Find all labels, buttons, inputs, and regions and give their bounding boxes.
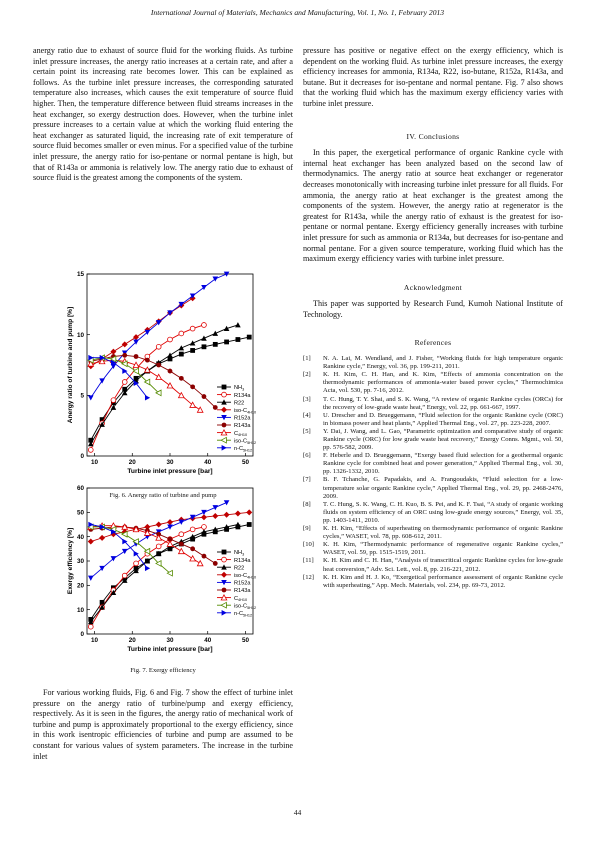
conclusions-paragraph: In this paper, the exergetical performance of organic Rankine cycle with internal heat exchanger has been analyzed based on the second law of thermodynamics. The anergy ratio at source heat exchanger or regenerator decreases monotonically with increasing turbine inlet pressure for all fluids. For ammonia, the anergy ratio at heat exchanger is the greatest among the components of the system. However, the anergy ratio at regenerator is the greatest for R143a, while the anergy ratio of exhaust is the greatest for iso-pentane or normal pentane. Exergy efficiency generally increases with turbine inlet pressure for such as ammonia or R134a, but decreases for iso-pentane and normal pentane. For a given source temperature, working fluid which has the maximum exergy efficiency varies with turbine inlet pressure. [303,148,563,264]
right-column [303,46,563,590]
legend-label: $NH_3$ [234,550,245,557]
data-point [222,385,227,390]
reference-number: [4] [303,411,311,419]
data-point [88,448,93,453]
reference-item [303,428,563,452]
left-column [33,46,293,184]
reference-item [303,525,563,541]
reference-number: [12] [303,573,314,581]
legend-label: $n-C_{5H12}$ [234,446,253,453]
y-tick-label: 0 [80,453,84,461]
legend-label: iso-$C_{4H10}$ [234,573,257,580]
left-bottom-text [33,688,293,762]
reference-item [303,476,563,500]
reference-number: [6] [303,452,311,460]
body-paragraph: pressure has positive or negative effect on the exergy efficiency, which is dependent on the working fluid. As turbine inlet pressure increases, the exergy efficiency increases for ammonia, R134a, R22, iso-butane, R152a, R143a, and butane. But it decreases for iso-pentane and normal pentane. Fig. 7 also shows that the working fluid which has the maximum exergy efficiency varies with turbine inlet pressure. [303,46,563,108]
data-point [202,525,207,530]
data-point [222,423,227,428]
reference-item [303,396,563,412]
reference-number: [10] [303,541,314,549]
reference-text: F. Heberle and D. Brueggemann, “Exergy based fluid selection for a geothermal organic Rankine cycle for combined heat and power generation,” Applied Thermal Eng., vol. 30, pp. 1326-1332, 2010. [323,452,563,476]
legend-entry [217,445,252,452]
reference-item [303,541,563,557]
data-point [197,561,203,566]
legend-entry [217,392,251,399]
data-point [190,534,196,539]
data-point [156,544,161,549]
data-point [110,349,116,355]
data-point [235,322,241,327]
legend-entry [217,595,247,602]
data-point [224,340,229,345]
data-point [145,395,150,401]
legend-entry [217,602,256,609]
data-point [222,392,227,397]
data-point [122,380,127,385]
series-line [91,355,215,407]
series-line [91,325,204,450]
data-point [99,378,105,383]
data-point [201,336,207,341]
legend-entry [217,423,251,430]
x-tick-label: 10 [91,459,99,466]
data-point [179,548,185,553]
reference-number: [5] [303,427,311,435]
reference-item [303,355,563,371]
x-axis-label: Turbine inlet pressure [bar] [127,468,213,475]
legend-entry [217,415,251,422]
reference-item [303,501,563,525]
data-point [133,334,139,340]
reference-number: [11] [303,557,314,565]
series-line [91,525,238,622]
y-tick-label: 40 [76,533,84,541]
data-point [247,335,252,340]
data-point [190,527,195,532]
reference-item [303,557,563,573]
legend-label: $C_{4H10}$ [234,430,248,438]
acknowledgment-heading: Acknowledgment [403,282,463,292]
running-header: International Journal of Materials, Mechanics and Manufacturing, Vol. 1, No. 1, February 2013 [150,8,445,17]
data-point [134,354,139,359]
figure-7-caption: Fig. 7. Exergy efficiency [130,667,196,674]
data-point [145,358,150,363]
y-tick-label: 20 [76,582,84,590]
data-point [156,535,162,540]
data-point [122,573,127,578]
reference-number: [2] [303,371,311,379]
reference-text: Y. Dai, J. Wang, and L. Gao, “Parametric optimization and comparative study of organic Rankine cycle (ORC) for low grade waste heat recovery,” Energy Conns. Mgmt., vol. 50, pp. 576-582, 2009. [323,427,563,452]
data-point [190,340,196,345]
legend-entry [217,399,244,406]
acknowledgment-paragraph: This paper was supported by Research Fund, Kumoh National Institute of Technology. [303,299,563,319]
reference-number: [1] [303,355,311,363]
data-point [197,407,203,412]
reference-text: K. H. Kim, “Thermodynamic performance of regenerative organic Rankine cycles,” WASET, vol. 59, pp. 1515-1519, 2011. [323,541,563,557]
reference-item [303,452,563,476]
data-point [202,323,207,328]
reference-number: [9] [303,525,311,533]
reference-text: K. H. Kim, C. H. Han, and K. Kim, “Effects of ammonia concentration on the thermodynamic performances of ammonia-water based power cycles,” Thermochimica Acta, vol. 530, pp. 7-16, 2012. [323,371,563,395]
data-point [213,561,218,566]
x-tick-label: 30 [166,637,174,644]
figure-6-caption: Fig. 6. Anergy ratio of turbine and pump [109,492,217,499]
data-point [221,602,226,608]
data-point [213,342,218,347]
x-tick-label: 20 [128,459,136,466]
data-point [167,525,173,530]
reference-item [303,371,563,395]
data-point [168,337,173,342]
data-point [156,522,162,528]
data-point [202,344,207,349]
series-line [91,360,200,410]
data-point [88,624,93,629]
data-point [179,532,184,537]
y-tick-label: 10 [76,606,84,614]
data-point [179,352,184,357]
x-tick-label: 40 [204,459,212,466]
data-point [168,369,173,374]
body-paragraph: For various working fluids, Fig. 6 and Fig. 7 show the effect of turbine inlet pressure on the anergy ratio of turbine/pump and exergy efficiency, respectively. As it is seen in the figures, the anergy ratio of mechanical work of turbine and pump is approximately proportional to the exergy efficiency, since in this work isentropic efficiencies of turbine and pump are assumed to be constant for various values of system parameters. The increase in the turbine inlet [33,688,293,761]
data-point [224,512,230,518]
data-point [134,561,139,566]
data-point [221,407,227,413]
reference-text: B. F. Tchanche, G. Papadakis, and A. Frangoudakis, “Fluid selection for a low- temperature solar organic Rankine cycle,” Applied Thermal Eng., vol. 29, pp. 2468-2476, 2009. [323,476,563,500]
data-point [88,395,94,400]
legend-entry [217,564,244,571]
data-point [222,550,227,555]
x-tick-label: 50 [241,637,249,644]
data-point [156,374,162,379]
conclusions-heading: IV. Conclusions [406,131,460,141]
series-r22 [88,322,241,446]
series-r143a [88,525,217,566]
legend-entry [217,572,256,580]
data-point [156,344,161,349]
x-tick-label: 30 [166,459,174,466]
x-tick-label: 50 [241,459,249,466]
legend-label: R22 [234,400,245,407]
data-point [212,331,218,336]
figure-7-series [88,500,252,629]
data-point [190,556,196,561]
series-c4h10 [88,357,203,412]
legend-label: R134a [234,557,251,564]
data-point [190,326,195,331]
data-point [190,384,195,389]
reference-item [303,574,563,590]
data-point [202,554,207,559]
data-point [88,539,94,545]
y-tick-label: 30 [76,558,84,566]
data-point [222,445,227,451]
data-point [236,337,241,342]
data-point [167,519,173,525]
legend-label: iso-$C_{5H12}$ [234,438,257,445]
reference-text: T. C. Hung, S. K. Wang, C. H. Kuo, B. S. Pei, and K. F. Tsai, “A study of organic working fluids on system efficiency of an ORC using low-grade energy sources,” Energy, vol. 35, pp. 1403-1411, 2010. [323,500,563,524]
data-point [179,542,184,547]
reference-number: [8] [303,500,311,508]
data-point [122,549,128,554]
data-point [246,509,252,515]
legend-label: R143a [234,588,251,595]
x-tick-label: 40 [204,637,212,644]
legend-entry [217,557,251,564]
body-paragraph: anergy ratio due to exhaust of source fluid for the working fluids. As turbine inlet pressure increases, the anergy ratio increases at a certain rate, and after a certain point its increasing rate becomes lower. This can be explained as follows. As the turbine inlet pressure increases, the corresponding saturated temperature also increases, which causes the exit temperature of source fluid higher. Then, the temperature difference between fluid streams increases in the heat exchanger, so exergy destruction does. However, when the turbine inlet pressure increases to a certain value at which the working fluid entering the heat exchanger as saturated liquid, the increasing rate of exit temperature of source fluid becomes smaller or even minus. For a specified value of the turbine inlet pressure, the anergy ratio for iso-pentane or normal pentane is high, but that of R143a or ammonia is relatively low. The anergy ratio due to exhaust of source fluid is the greatest among the components of the system. [33,46,293,183]
figure-7-legend [217,550,256,618]
data-point [222,588,227,593]
data-point [122,341,128,347]
figure-6-chart [35,266,290,481]
series-r143a [88,353,217,410]
data-point [222,610,227,616]
data-point [224,500,230,505]
data-point [179,331,184,336]
legend-entry [217,385,244,392]
y-tick-label: 60 [76,485,84,493]
plot-frame [87,488,253,634]
data-point [235,522,241,527]
legend-label: $NH_3$ [234,385,245,392]
data-point [179,520,185,525]
data-point [202,394,207,399]
data-point [167,541,173,546]
legend-entry [217,588,251,595]
data-point [212,505,218,510]
y-tick-label: 15 [76,271,84,279]
data-point [201,510,207,515]
legend-entry [217,580,251,587]
data-point [235,511,241,517]
data-point [221,572,227,578]
references-list [303,355,563,590]
legend-entry [217,610,252,617]
data-point [167,352,173,357]
data-point [213,405,218,410]
reference-text: N. A. Lai, M. Wendland, and J. Fisher, “Working fluids for high temperature organic Rankine cycle,” Energy, vol. 36, pp. 199-211, 2011. [323,355,563,371]
data-point [88,576,94,581]
reference-text: U. Drescher and D. Brueggemann, “Fluid selection for the organic Rankine cycle (ORC) in biomass power and heat plants,” Applied Thermal Eng., vol. 27, pp. 223-228, 2007. [323,411,563,427]
reference-text: K. H. Kim, “Effects of superheating on thermodynamic performance of organic Rankine cycles,” WASET, vol. 78, pp. 608-612, 2011. [323,525,563,541]
data-point [145,566,150,572]
y-tick-label: 0 [80,631,84,639]
reference-item [303,412,563,428]
data-point [190,546,195,551]
x-tick-label: 10 [91,637,99,644]
data-point [212,513,218,519]
legend-label: R152a [234,415,251,422]
legend-label: iso-$C_{4H10}$ [234,408,257,415]
legend-entry [217,407,256,415]
reference-number: [3] [303,395,311,403]
y-tick-label: 5 [80,392,84,400]
figure-6-legend [217,385,256,453]
y-tick-label: 10 [76,331,84,339]
series-r134a [88,525,206,630]
data-point [190,348,195,353]
legend-label: $C_{4H10}$ [234,595,248,603]
legend-label: iso-$C_{5H12}$ [234,603,257,610]
legend-label: R143a [234,423,251,430]
references-heading: References [414,338,452,348]
series-r134a [88,323,206,453]
data-point [222,557,227,562]
figure-6-axes [67,271,253,475]
x-axis-label: Turbine inlet pressure [bar] [127,646,213,653]
y-axis-label: Exergy efficiency [%] [67,527,74,595]
data-point [122,353,127,358]
data-point [221,437,226,443]
x-tick-label: 20 [128,637,136,644]
page-number: 44 [293,808,302,817]
legend-entry [217,550,244,557]
data-point [179,376,184,381]
reference-number: [7] [303,476,311,484]
data-point [99,535,105,541]
data-point [111,398,116,403]
legend-label: R134a [234,392,251,399]
reference-text: K. H. Kim and C. H. Han, “Analysis of transcritical organic Rankine cycles for low-grade heat conversion,” Adv. Sci. Lett., vol. 8, pp. 216-221, 2012. [323,557,563,573]
legend-label: R22 [234,565,245,572]
legend-label: R152a [234,580,251,587]
y-tick-label: 50 [76,509,84,517]
data-point [156,363,161,368]
y-axis-label: Anergy ratio of turbine and pump [%] [67,306,74,424]
data-point [247,522,252,527]
reference-text: K. H. Kim and H. J. Ko, “Exergetical performance assessment of organic Rankine cycle with superheating,” App. Mech. Materials, vol. 234, pp. 69-73, 2012. [323,573,563,589]
data-point [179,345,185,350]
legend-entry [217,430,247,437]
legend-label: $n-C_{5H12}$ [234,611,253,618]
figure-7-chart [35,480,290,665]
reference-text: T. C. Hung, T. Y. Shai, and S. K. Wang, “A review of organic Rankine cycles (ORCs) for the recovery of low-grade waste heat,” Energy, vol. 22, pp. 661-667, 1997. [323,395,563,411]
legend-entry [217,437,256,444]
